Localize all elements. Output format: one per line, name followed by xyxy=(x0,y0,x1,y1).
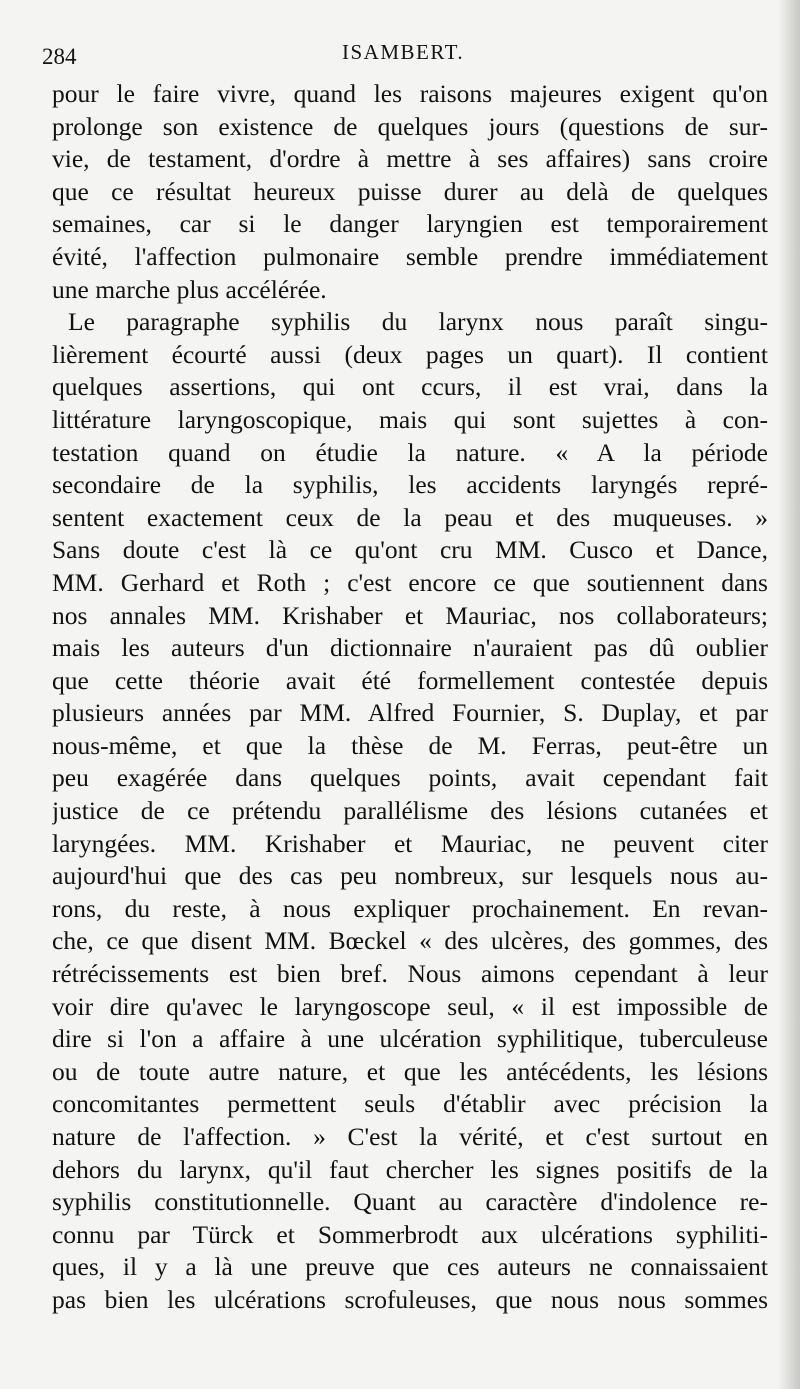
text-line: laryngées. MM. Krishaber et Mauriac, ne peuvent citer xyxy=(52,828,768,858)
page-header xyxy=(42,40,742,70)
text-line: plusieurs années par MM. Alfred Fournier, S. Duplay, et par xyxy=(52,698,768,728)
text-line: prolonge son existence de quelques jours (questions de sur- xyxy=(52,111,768,141)
text-line: que cette théorie avait été formellement contestée depuis xyxy=(52,665,768,695)
text-line: pas bien les ulcérations scrofuleuses, que nous nous sommes xyxy=(52,1284,768,1314)
text-line: peu exagérée dans quelques points, avait cependant fait xyxy=(52,763,768,793)
text-line: ques, il y a là une preuve que ces auteurs ne connaissaient xyxy=(52,1252,768,1282)
text-line: pour le faire vivre, quand les raisons majeures exigent qu'on xyxy=(52,79,768,108)
text-line: nous-même, et que la thèse de M. Ferras, peut-être un xyxy=(52,730,768,760)
text-line: connu par Türck et Sommerbrodt aux ulcérations syphiliti- xyxy=(52,1219,768,1249)
text-line: Sans doute c'est là ce qu'ont cru MM. Cusco et Dance, xyxy=(52,535,768,565)
text-line: lièrement écourté aussi (deux pages un quart). Il contient xyxy=(52,339,768,369)
text-line: voir dire qu'avec le laryngoscope seul, « il est impossible de xyxy=(52,991,768,1021)
text-line: vie, de testament, d'ordre à mettre à ses affaires) sans croire xyxy=(52,144,768,174)
text-line: concomitantes permettent seuls d'établir avec précision la xyxy=(52,1089,768,1119)
text-line: dehors du larynx, qu'il faut chercher les signes positifs de la xyxy=(52,1154,768,1184)
page-edge-shadow xyxy=(778,0,800,1389)
text-line: mais les auteurs d'un dictionnaire n'auraient pas dû oublier xyxy=(52,633,768,663)
text-line: MM. Gerhard et Roth ; c'est encore ce que soutiennent dans xyxy=(52,567,768,597)
text-line: ou de toute autre nature, et que les antécédents, les lésions xyxy=(52,1056,768,1086)
text-line: nos annales MM. Krishaber et Mauriac, nos collaborateurs; xyxy=(52,600,768,630)
text-line: syphilis constitutionnelle. Quant au caractère d'indolence re- xyxy=(52,1187,768,1217)
text-line: aujourd'hui que des cas peu nombreux, sur lesquels nous au- xyxy=(52,861,768,891)
page-number: 284 xyxy=(42,44,77,69)
text-line: che, ce que disent MM. Bœckel « des ulcères, des gommes, des xyxy=(52,926,768,956)
text-line: Le paragraphe syphilis du larynx nous paraît singu- xyxy=(68,307,768,337)
text-line: justice de ce prétendu parallélisme des lésions cutanées et xyxy=(52,796,768,826)
text-line: rétrécissements est bien bref. Nous aimons cependant à leur xyxy=(52,959,768,989)
text-line: testation quand on étudie la nature. « A la période xyxy=(52,437,768,467)
text-line: évité, l'affection pulmonaire semble prendre immédiatement xyxy=(52,241,768,271)
text-line: littérature laryngoscopique, mais qui sont sujettes à con- xyxy=(52,404,768,434)
text-line: sentent exactement ceux de la peau et des muqueuses. » xyxy=(52,502,768,532)
text-line: que ce résultat heureux puisse durer au delà de quelques xyxy=(52,176,768,206)
text-line: une marche plus accélérée. xyxy=(52,274,327,304)
text-line: dire si l'on a affaire à une ulcération syphilitique, tuberculeuse xyxy=(52,1024,768,1054)
body-text xyxy=(52,78,768,1317)
text-line: quelques assertions, qui ont ccurs, il est vrai, dans la xyxy=(52,372,768,402)
text-line: secondaire de la syphilis, les accidents laryngés repré- xyxy=(52,470,768,500)
running-head: ISAMBERT. xyxy=(342,40,465,64)
text-line: semaines, car si le danger laryngien est temporairement xyxy=(52,209,768,239)
text-line: nature de l'affection. » C'est la vérité, et c'est surtout en xyxy=(52,1122,768,1151)
text-line: rons, du reste, à nous expliquer prochainement. En revan- xyxy=(52,893,768,923)
